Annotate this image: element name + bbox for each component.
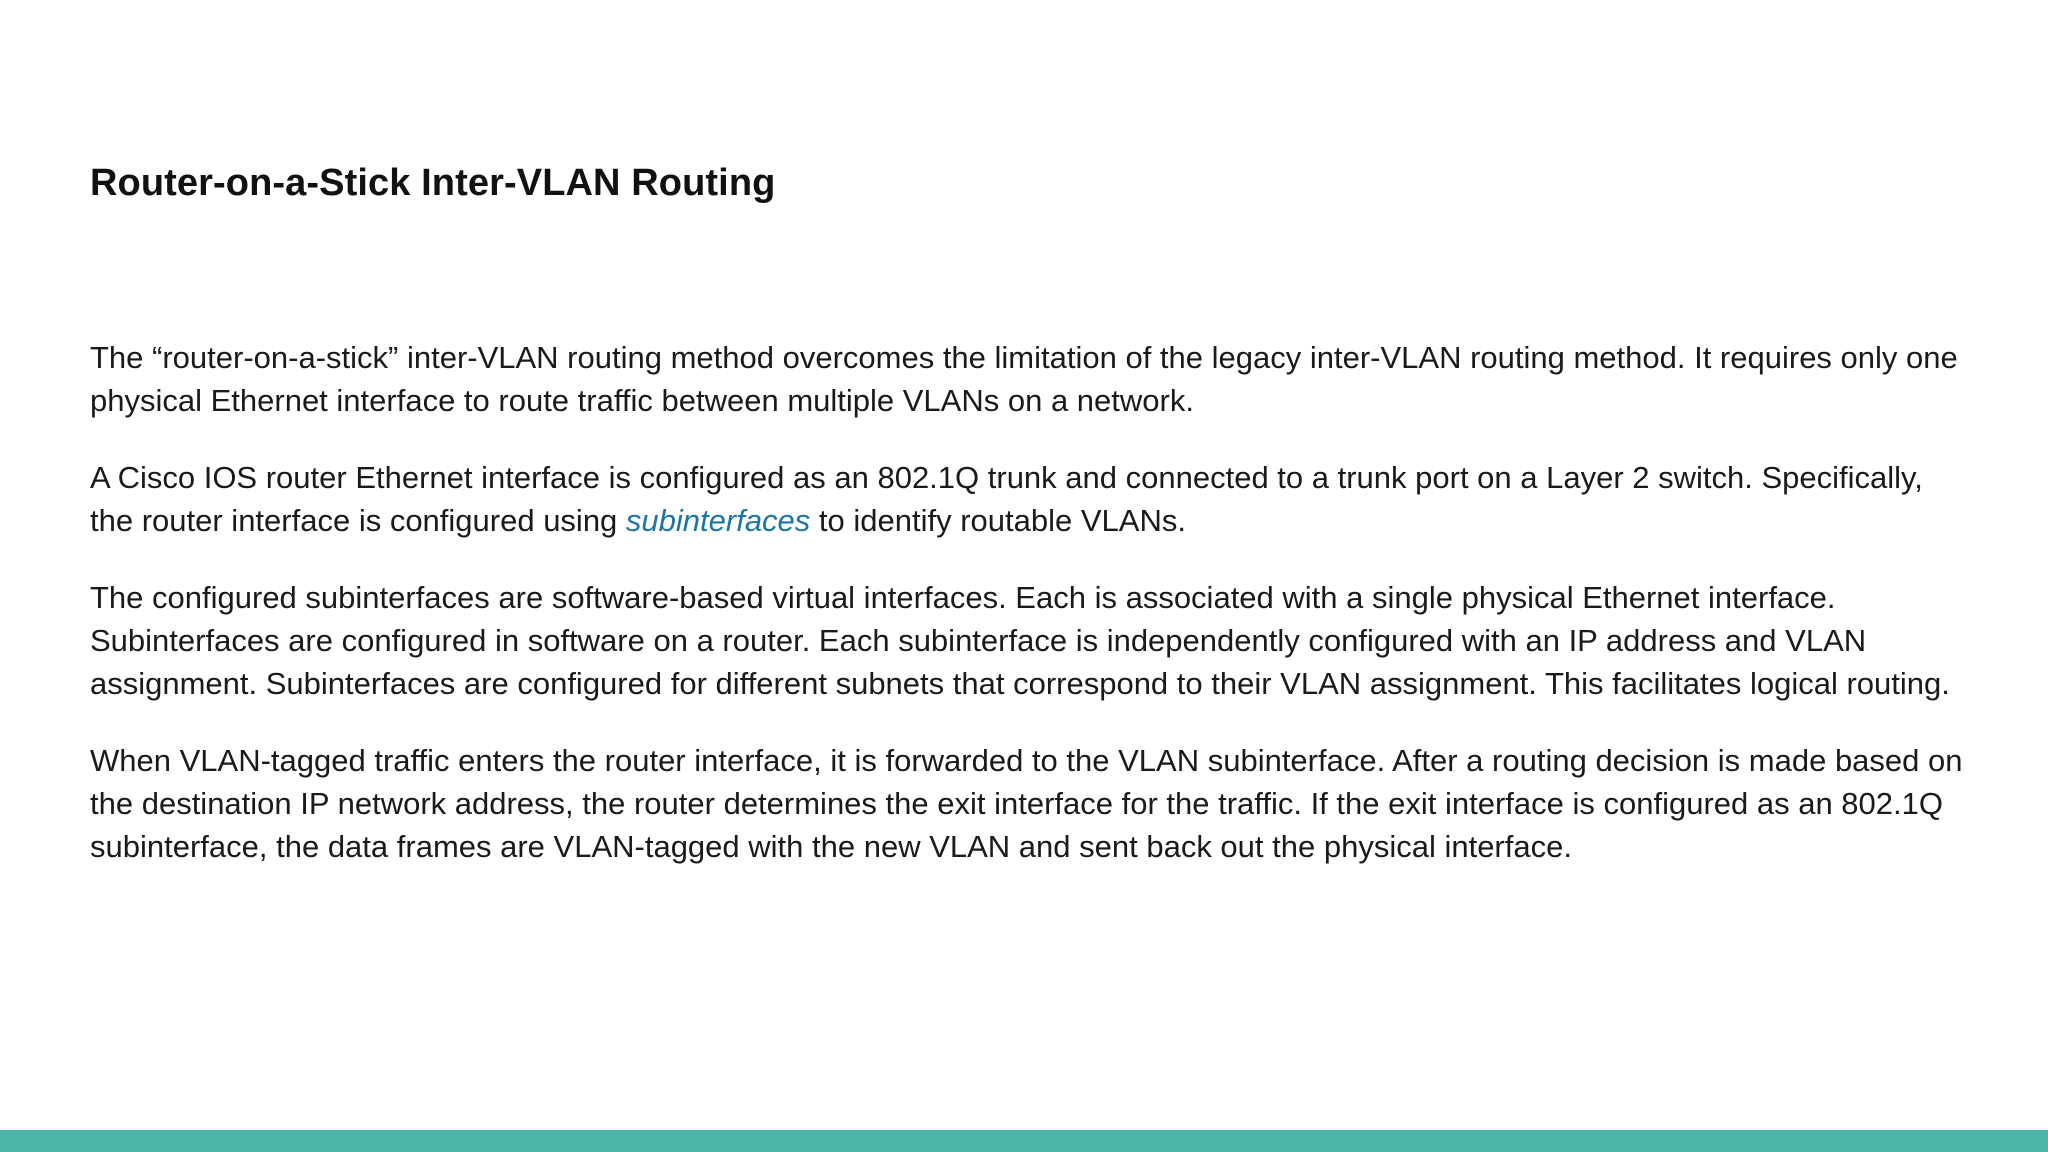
subinterfaces-link[interactable]: subinterfaces: [625, 503, 811, 538]
paragraph-traffic-flow: When VLAN-tagged traffic enters the router interface, it is forwarded to the VLAN subinterface. After a routing decision is made based on the destination IP network address, the router determines the exit interface for the traffic. If the exit interface is configured as an 802.1Q subinterface, the data frames are VLAN-tagged with the new VLAN and sent back out the physical interface.: [90, 743, 1963, 864]
paragraph-subinterfaces: The configured subinterfaces are software-based virtual interfaces. Each is associated with a single physical Ethernet interface. Subinterfaces are configured in software on a router. Each subinterface is independently configured with an IP address and VLAN assignment. Subinterfaces are configured for different subnets that correspond to their VLAN assignment. This facilitates logical routing.: [90, 580, 1950, 701]
slide-body: [90, 336, 1970, 902]
page-title: Router-on-a-Stick Inter-VLAN Routing: [90, 162, 776, 204]
paragraph-trunk-text-before: A Cisco IOS router Ethernet interface is configured as an 802.1Q trunk and connected to a trunk port on a Layer 2 switch. Specifically, the router interface is configured using: [90, 460, 1923, 538]
paragraph-intro: The “router-on-a-stick” inter-VLAN routing method overcomes the limitation of the legacy inter-VLAN routing method. It requires only one physical Ethernet interface to route traffic between multiple VLANs on a network.: [90, 340, 1958, 418]
paragraph-trunk-text-after: to identify routable VLANs.: [810, 503, 1186, 538]
footer-accent-bar: [0, 1130, 2048, 1152]
paragraph-trunk: [90, 456, 1970, 542]
